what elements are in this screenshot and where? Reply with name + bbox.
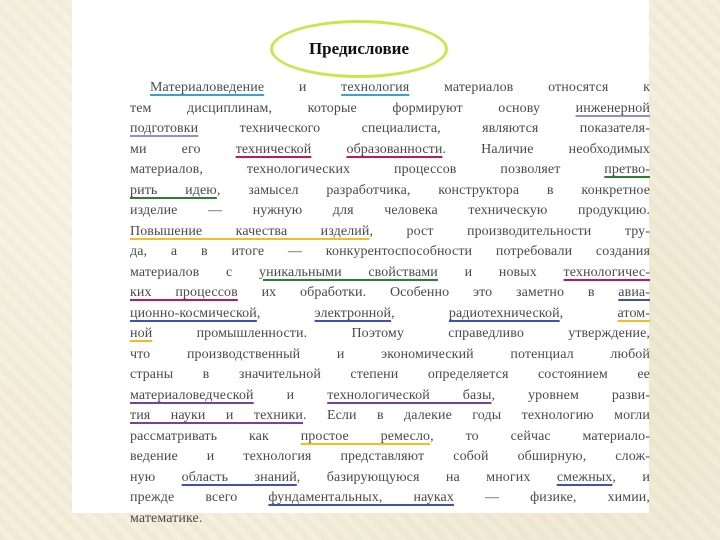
text-run: технического специалиста, являются показателя- — [198, 121, 650, 136]
text-run: , замысел разработчика, конструктора в конкретное — [216, 182, 651, 198]
underlined-phrase: ционно-космической — [130, 305, 257, 321]
text-run: , — [559, 305, 618, 321]
text-line — [130, 488, 650, 509]
text-run: рассматривать как — [130, 428, 301, 444]
text-line — [130, 140, 650, 161]
text-run: математике. — [130, 510, 203, 526]
text-run: что производственный и экономический потенциал любой — [130, 346, 650, 362]
page-title: Предисловие — [308, 39, 410, 58]
text-run: ведение и технология представляют собой обширную, слож- — [130, 449, 650, 464]
underlined-phrase: инженерной — [575, 100, 650, 116]
text-line — [130, 283, 650, 304]
text-line — [130, 406, 650, 427]
underlined-phrase: технология — [341, 80, 410, 95]
text-line — [130, 447, 650, 468]
text-run: материалов с — [130, 264, 260, 280]
text-run: , то сейчас материало- — [430, 428, 650, 444]
underlined-phrase: технической — [235, 141, 312, 157]
text-run: прежде всего — [130, 490, 269, 505]
underlined-phrase: технологической базы — [327, 387, 492, 403]
underlined-phrase: рить идею — [130, 182, 217, 198]
text-line — [130, 99, 650, 120]
text-run: , и — [612, 469, 651, 485]
underlined-phrase: претво- — [604, 162, 650, 177]
underlined-phrase: Материаловедение — [150, 80, 265, 95]
underlined-phrase: смежных — [556, 469, 613, 485]
underlined-phrase: фундаментальных, науках — [268, 490, 454, 505]
text-run: тем дисциплинам, которые формируют основу — [130, 100, 576, 116]
text-line — [130, 263, 650, 284]
text-line — [130, 242, 650, 263]
text-run: и — [253, 387, 328, 403]
text-line — [130, 160, 650, 181]
underlined-phrase: простое ремесло — [300, 428, 431, 444]
text-run: . Наличие необходимых — [442, 141, 650, 157]
text-line — [130, 345, 650, 366]
text-run: да, а в итоге — конкурентоспособности потребовали создания — [130, 244, 650, 259]
text-run: изделие — нужную для человека техническую продукцию. — [130, 203, 650, 218]
text-line — [130, 181, 650, 202]
text-run: страны в значительной степени определяется состоянием ее — [130, 367, 650, 382]
text-line — [130, 509, 650, 530]
text-run: — физике, химии, — [453, 490, 650, 505]
text-run: материалов относятся к — [409, 80, 650, 95]
text-run: ную — [130, 469, 182, 485]
text-run: их обработки. Особенно это заметно в — [237, 285, 619, 300]
text-line — [130, 201, 650, 222]
underlined-phrase: область знаний — [181, 469, 297, 485]
text-line — [130, 304, 650, 325]
text-line — [130, 468, 650, 489]
text-run: и — [264, 80, 342, 95]
text-line — [130, 365, 650, 386]
text-line — [130, 386, 650, 407]
text-run: материалов, технологических процессов позволяет — [130, 162, 605, 177]
text-run: , базирующуюся на многих — [296, 469, 557, 485]
underlined-phrase: подготовки — [130, 121, 199, 136]
underlined-phrase: ной — [130, 326, 153, 341]
underlined-phrase: технологичес- — [563, 264, 651, 280]
underlined-phrase: ких процессов — [130, 285, 238, 300]
text-run: . Если в далекие годы технологию могли — [302, 408, 650, 423]
text-run: промышленности. Поэтому справедливо утверждение, — [152, 326, 650, 341]
title-oval — [270, 20, 448, 78]
text-run: , — [256, 305, 315, 321]
text-run: , рост производительности тру- — [369, 223, 650, 239]
underlined-phrase: радиотехнической — [448, 305, 560, 321]
underlined-phrase: авиа- — [618, 285, 650, 300]
underlined-phrase: материаловедческой — [130, 387, 254, 403]
underlined-phrase: образованности — [346, 141, 443, 157]
text-line — [130, 427, 650, 448]
text-run — [311, 142, 346, 157]
text-run: , уровнем разви- — [491, 387, 650, 403]
underlined-phrase: тия науки и техники — [130, 408, 303, 423]
text-line — [130, 78, 650, 99]
text-run: , — [391, 305, 449, 321]
text-line — [130, 222, 650, 243]
text-line — [130, 324, 650, 345]
underlined-phrase: Повышение качества изделий — [130, 223, 370, 239]
text-run: и новых — [437, 264, 564, 280]
body-text — [130, 78, 650, 529]
underlined-phrase: уникальными свойствами — [259, 264, 438, 280]
text-line — [130, 119, 650, 140]
underlined-phrase: электронной — [314, 305, 392, 321]
underlined-phrase: атом- — [617, 305, 651, 321]
document-page — [72, 0, 651, 526]
text-run: ми его — [130, 141, 236, 157]
